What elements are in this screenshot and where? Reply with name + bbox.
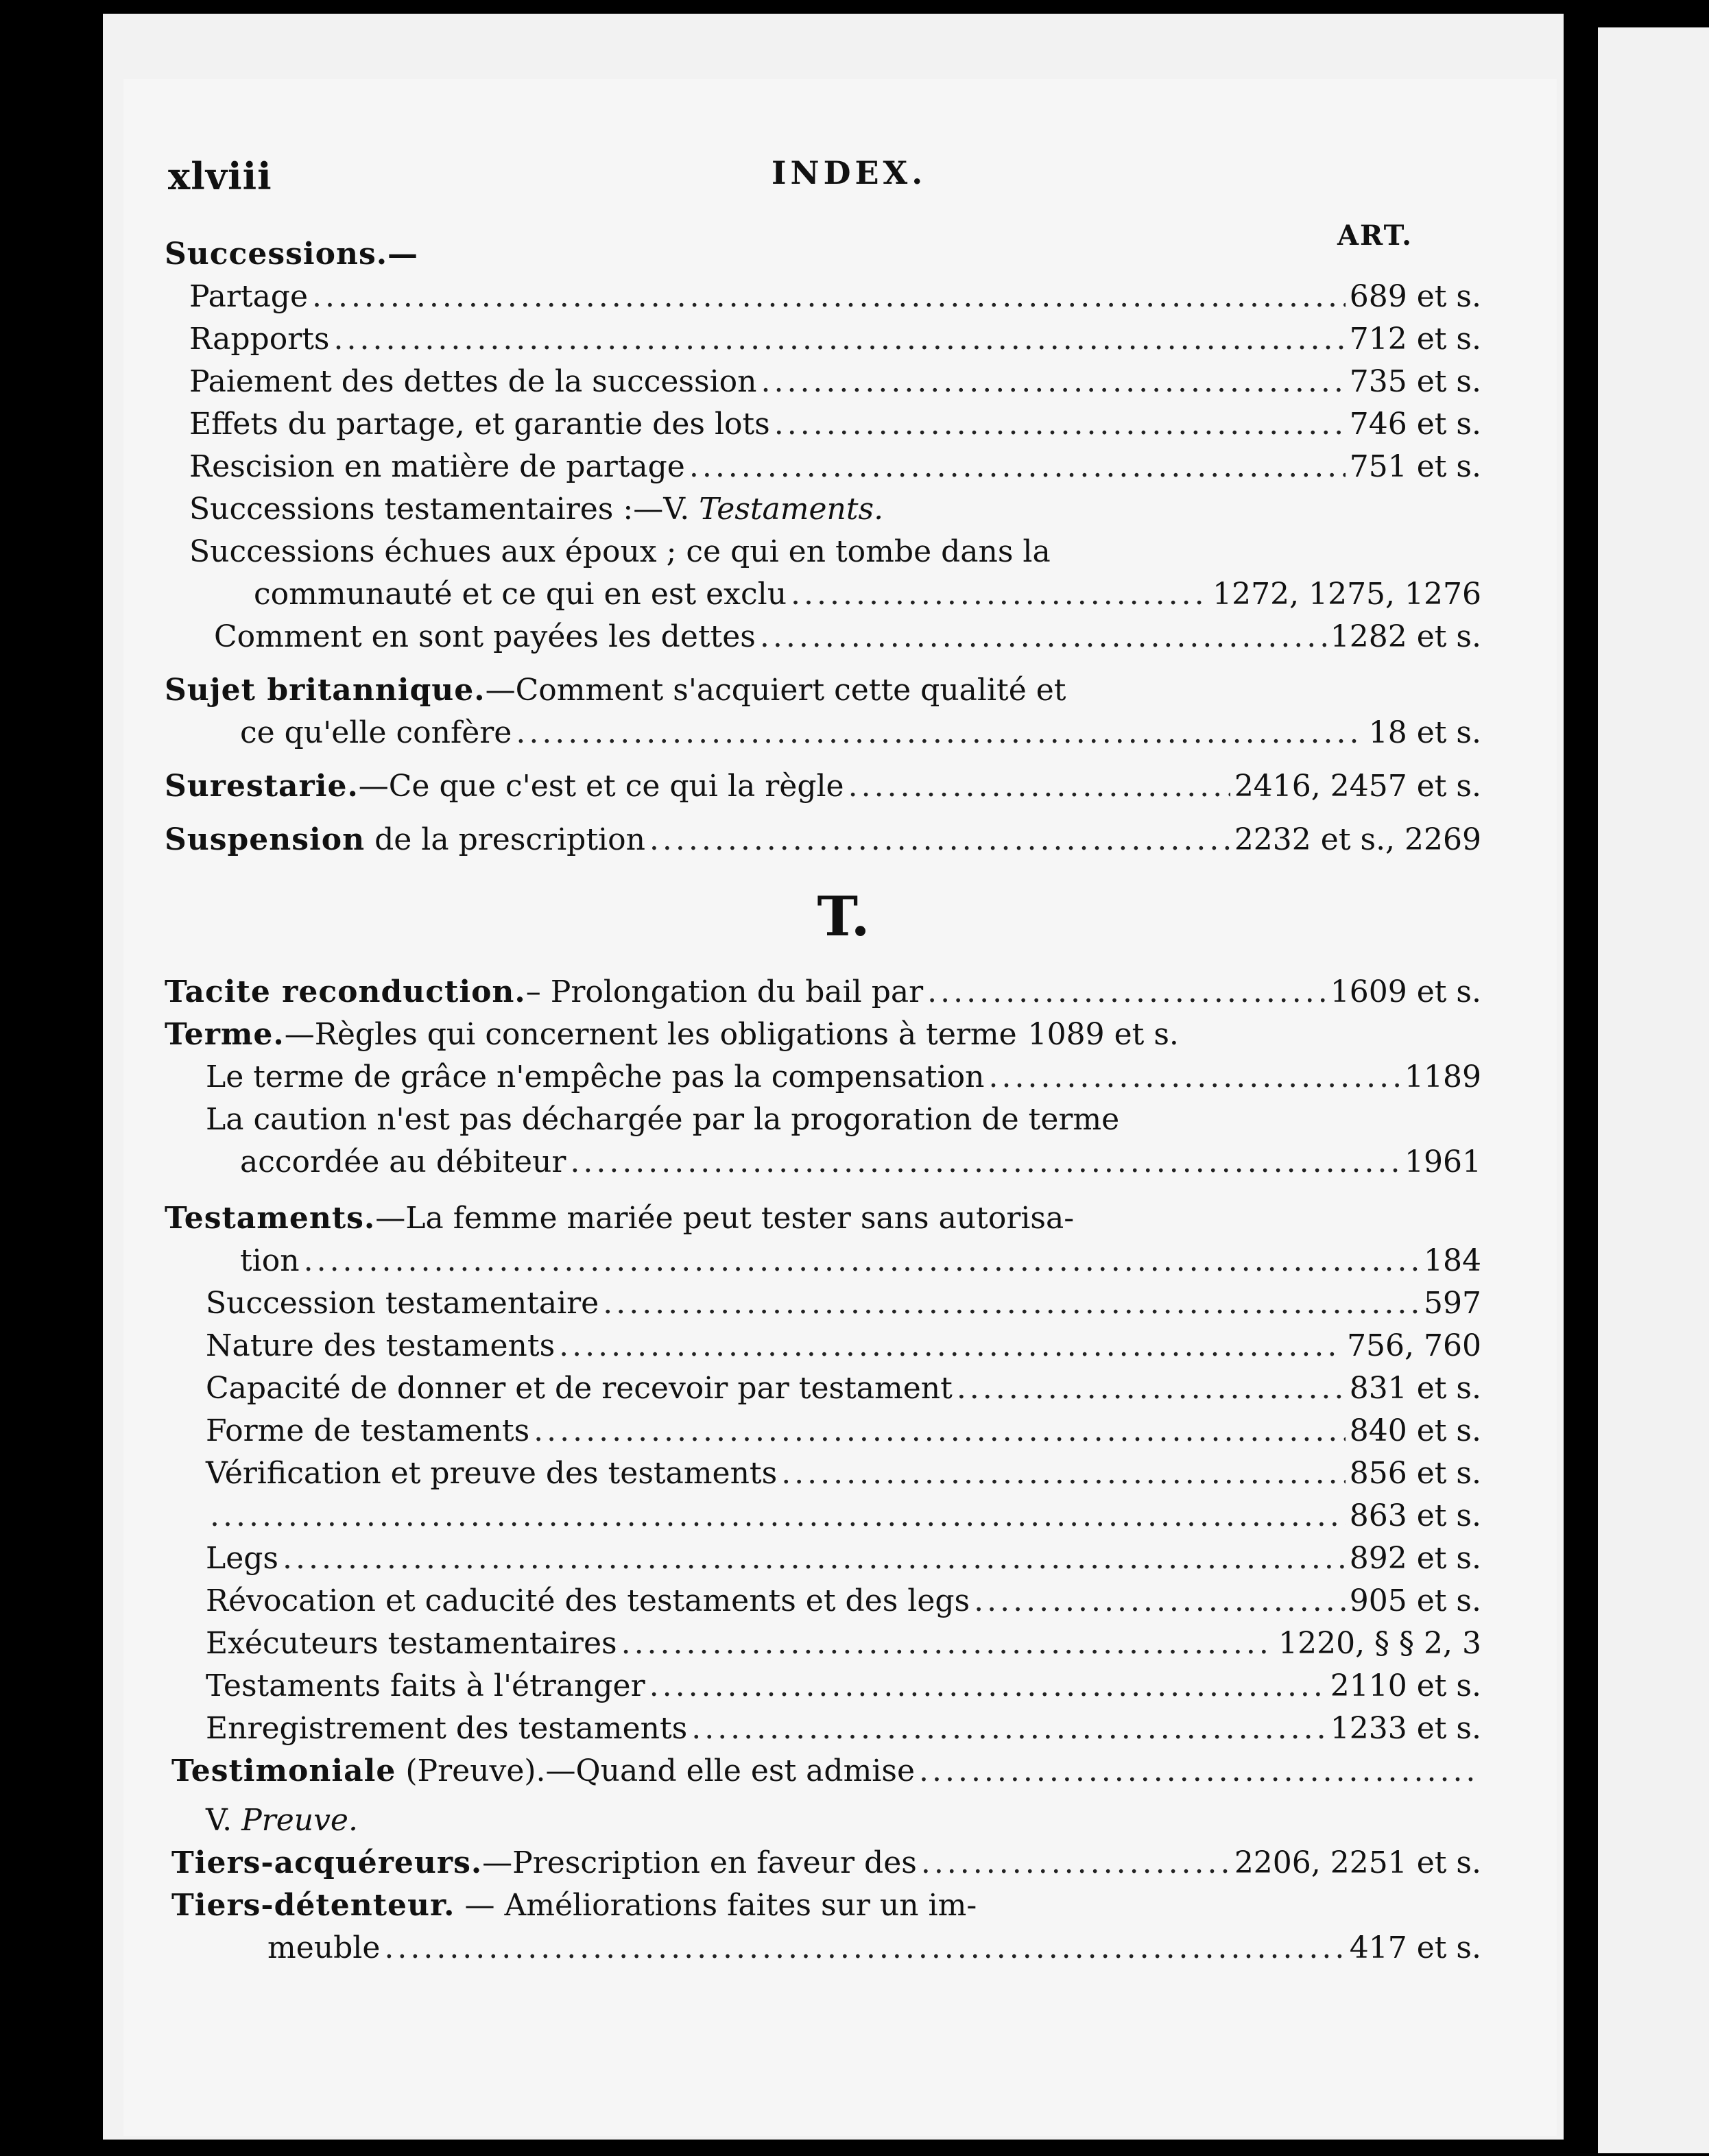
entry-ref: 689 et s.: [1349, 279, 1481, 314]
entry-ref: 856 et s.: [1349, 1456, 1481, 1491]
index-entry-line1: [165, 1197, 1481, 1240]
leader-dots: [649, 819, 1230, 861]
entry-text: Le terme de grâce n'empêche pas la compensation: [206, 1059, 985, 1094]
index-entry: [165, 1410, 1481, 1452]
page-header: [168, 154, 1457, 202]
entry-text: de la prescription: [365, 822, 645, 857]
entry-text: Vérification et preuve des testaments: [206, 1456, 778, 1491]
cross-reference: Preuve.: [241, 1803, 358, 1838]
entry-ref: 1220, § § 2, 3: [1278, 1626, 1481, 1661]
index-entry: [165, 712, 1481, 754]
entry-heading: Testaments.: [165, 1201, 376, 1236]
leader-dots: [283, 1537, 1346, 1580]
entry-ref: 2206, 2251 et s.: [1234, 1845, 1481, 1880]
entry-text: La caution n'est pas déchargée par la progoration de terme: [206, 1102, 1120, 1137]
index-entry: [165, 819, 1481, 861]
index-entry: [165, 1708, 1481, 1750]
index-entry: [165, 1056, 1481, 1099]
entry-ref: 184: [1424, 1243, 1481, 1278]
index-entry: [165, 1665, 1481, 1708]
index-entry: [165, 971, 1481, 1014]
index-entry: [165, 573, 1481, 616]
leader-dots: [689, 446, 1346, 488]
leader-dots: [384, 1927, 1345, 1969]
index-entry: [165, 1622, 1481, 1665]
entry-text: communauté et ce qui en est exclu: [254, 577, 787, 612]
index-entry: [165, 276, 1481, 318]
leader-dots: [921, 1842, 1230, 1884]
entry-text: — Améliorations faites sur un im-: [455, 1888, 977, 1923]
leader-dots: [534, 1410, 1346, 1452]
entry-text: Rescision en matière de partage: [189, 449, 685, 484]
leader-dots: [691, 1708, 1326, 1750]
entry-text: Exécuteurs testamentaires: [206, 1626, 617, 1661]
index-content: [165, 219, 1481, 1969]
entry-text: Testaments faits à l'étranger: [206, 1668, 645, 1703]
index-entry: [165, 1367, 1481, 1410]
index-entry-line1: [165, 531, 1481, 573]
entry-ref: 1609 et s.: [1330, 974, 1481, 1009]
entry-heading: Tiers-détenteur.: [171, 1888, 455, 1923]
entry-ref: 2232 et s., 2269: [1234, 822, 1481, 857]
entry-ref: 905 et s.: [1349, 1583, 1481, 1618]
leader-dots: [957, 1367, 1346, 1410]
index-entry-line1: [165, 1884, 1481, 1927]
index-entry: [165, 1580, 1481, 1622]
leader-dots: [334, 318, 1346, 361]
entry-text: —Règles qui concernent les obligations à terme: [284, 1017, 1017, 1052]
entry-text: —Prescription en faveur des: [482, 1845, 917, 1880]
entry-text: – Prolongation du bail par: [525, 974, 924, 1009]
index-entry: [165, 1014, 1481, 1056]
entry-heading: Sujet britannique.: [165, 673, 486, 708]
entry-ref: 712 et s.: [1349, 322, 1481, 357]
entry-text: Enregistrement des testaments: [206, 1711, 688, 1746]
entry-ref: 417 et s.: [1349, 1930, 1481, 1965]
leader-dots: [919, 1750, 1477, 1793]
entry-text: —Comment s'acquiert cette qualité et: [485, 673, 1066, 708]
entry-ref: 892 et s.: [1349, 1541, 1481, 1576]
entry-ref: 2110 et s.: [1330, 1668, 1481, 1703]
index-entry: [165, 616, 1481, 658]
entry-ref: 735 et s.: [1349, 364, 1481, 399]
index-entry: [165, 1452, 1481, 1495]
leader-dots: [791, 573, 1208, 616]
entry-ref: 2416, 2457 et s.: [1234, 769, 1481, 804]
leader-dots: [774, 403, 1346, 446]
leader-dots: [927, 971, 1326, 1014]
entry-ref: 1282 et s.: [1330, 619, 1481, 654]
entry-text: Successions testamentaires :—V.: [189, 492, 700, 527]
entry-ref: 863 et s.: [1349, 1498, 1481, 1533]
leader-dots: [761, 361, 1345, 403]
entry-text: Effets du partage, et garantie des lots: [189, 407, 770, 442]
index-entry: [165, 1240, 1481, 1282]
entry-text: V.: [206, 1803, 242, 1838]
index-entry-line1: [165, 669, 1481, 712]
entry-text: tion: [240, 1243, 300, 1278]
index-entry: [165, 318, 1481, 361]
index-entry-line1: [165, 1099, 1481, 1141]
entry-ref: 1233 et s.: [1330, 1711, 1481, 1746]
entry-heading: Surestarie.: [165, 769, 359, 804]
section-letter: T.: [817, 884, 870, 948]
facing-page-edge: [1598, 27, 1709, 2153]
leader-dots: [312, 276, 1346, 318]
entry-text: (Preuve).—Quand elle est admise: [396, 1753, 915, 1788]
entry-ref: 751 et s.: [1349, 449, 1481, 484]
entry-ref: 840 et s.: [1349, 1413, 1481, 1448]
entry-text: Rapports: [189, 322, 330, 357]
entry-text: Legs: [206, 1541, 279, 1576]
index-entry: [165, 765, 1481, 808]
entry-ref: 1272, 1275, 1276: [1212, 577, 1481, 612]
leader-dots: [974, 1580, 1346, 1622]
entry-text: Capacité de donner et de recevoir par testament: [206, 1371, 953, 1406]
entry-ref: 18 et s.: [1368, 715, 1481, 750]
entry-heading: Tacite reconduction.: [165, 974, 526, 1009]
entry-text: —La femme mariée peut tester sans autorisa-: [375, 1201, 1075, 1236]
page-title: INDEX.: [772, 154, 927, 191]
leader-dots: [621, 1622, 1275, 1665]
index-entry: [165, 1842, 1481, 1884]
index-entry: [165, 1141, 1481, 1184]
entry-successions-heading: [165, 233, 1481, 276]
leader-dots: [304, 1240, 1420, 1282]
leader-dots: [516, 712, 1364, 754]
entry-ref: 1189: [1405, 1059, 1481, 1094]
index-entry: [165, 446, 1481, 488]
page-number: xlviii: [168, 154, 272, 198]
entry-heading: Successions.—: [165, 237, 419, 272]
index-entry: [165, 1282, 1481, 1325]
entry-text: —Ce que c'est et ce qui la règle: [358, 769, 844, 804]
cross-reference: Testaments.: [699, 492, 884, 527]
leader-dots: [649, 1665, 1326, 1708]
entry-heading: Testimoniale: [171, 1753, 396, 1788]
entry-text: accordée au débiteur: [240, 1145, 566, 1179]
index-entry: [165, 1537, 1481, 1580]
leader-dots: [210, 1495, 1346, 1537]
leader-dots: [760, 616, 1326, 658]
index-entry: [165, 1750, 1481, 1793]
entry-text: Succession testamentaire: [206, 1286, 599, 1321]
entry-text: Partage: [189, 279, 309, 314]
entry-heading: Tiers-acquéreurs.: [171, 1845, 483, 1880]
leader-dots: [989, 1056, 1401, 1099]
index-entry: [165, 403, 1481, 446]
index-entry: [165, 1927, 1481, 1969]
entry-ref: 1089 et s.: [1027, 1017, 1179, 1052]
entry-text: Révocation et caducité des testaments et des legs: [206, 1583, 970, 1618]
entry-text: Nature des testaments: [206, 1328, 555, 1363]
entry-ref: 746 et s.: [1349, 407, 1481, 442]
entry-text: Forme de testaments: [206, 1413, 530, 1448]
leader-dots: [570, 1141, 1400, 1184]
entry-ref: 1961: [1405, 1145, 1481, 1179]
art-column-label: ART.: [1337, 219, 1413, 252]
entry-text: meuble: [267, 1930, 381, 1965]
leader-dots: [781, 1452, 1346, 1495]
index-entry: [165, 361, 1481, 403]
index-entry-see-also: [165, 1799, 1481, 1842]
index-entry: [165, 1495, 1481, 1537]
leader-dots: [848, 765, 1230, 808]
leader-dots: [603, 1282, 1420, 1325]
entry-ref: 756, 760: [1347, 1328, 1481, 1363]
entry-text: ce qu'elle confère: [240, 715, 512, 750]
leader-dots: [559, 1325, 1343, 1367]
entry-text: Paiement des dettes de la succession: [189, 364, 757, 399]
entry-heading: Suspension: [165, 822, 366, 857]
index-entry-see-also: [165, 488, 1481, 531]
entry-text: Comment en sont payées les dettes: [214, 619, 756, 654]
entry-ref: 597: [1424, 1286, 1481, 1321]
entry-heading: Terme.: [165, 1017, 285, 1052]
entry-text: Successions échues aux époux ; ce qui en tombe dans la: [189, 534, 1051, 569]
entry-ref: 831 et s.: [1349, 1371, 1481, 1406]
index-entry: [165, 1325, 1481, 1367]
